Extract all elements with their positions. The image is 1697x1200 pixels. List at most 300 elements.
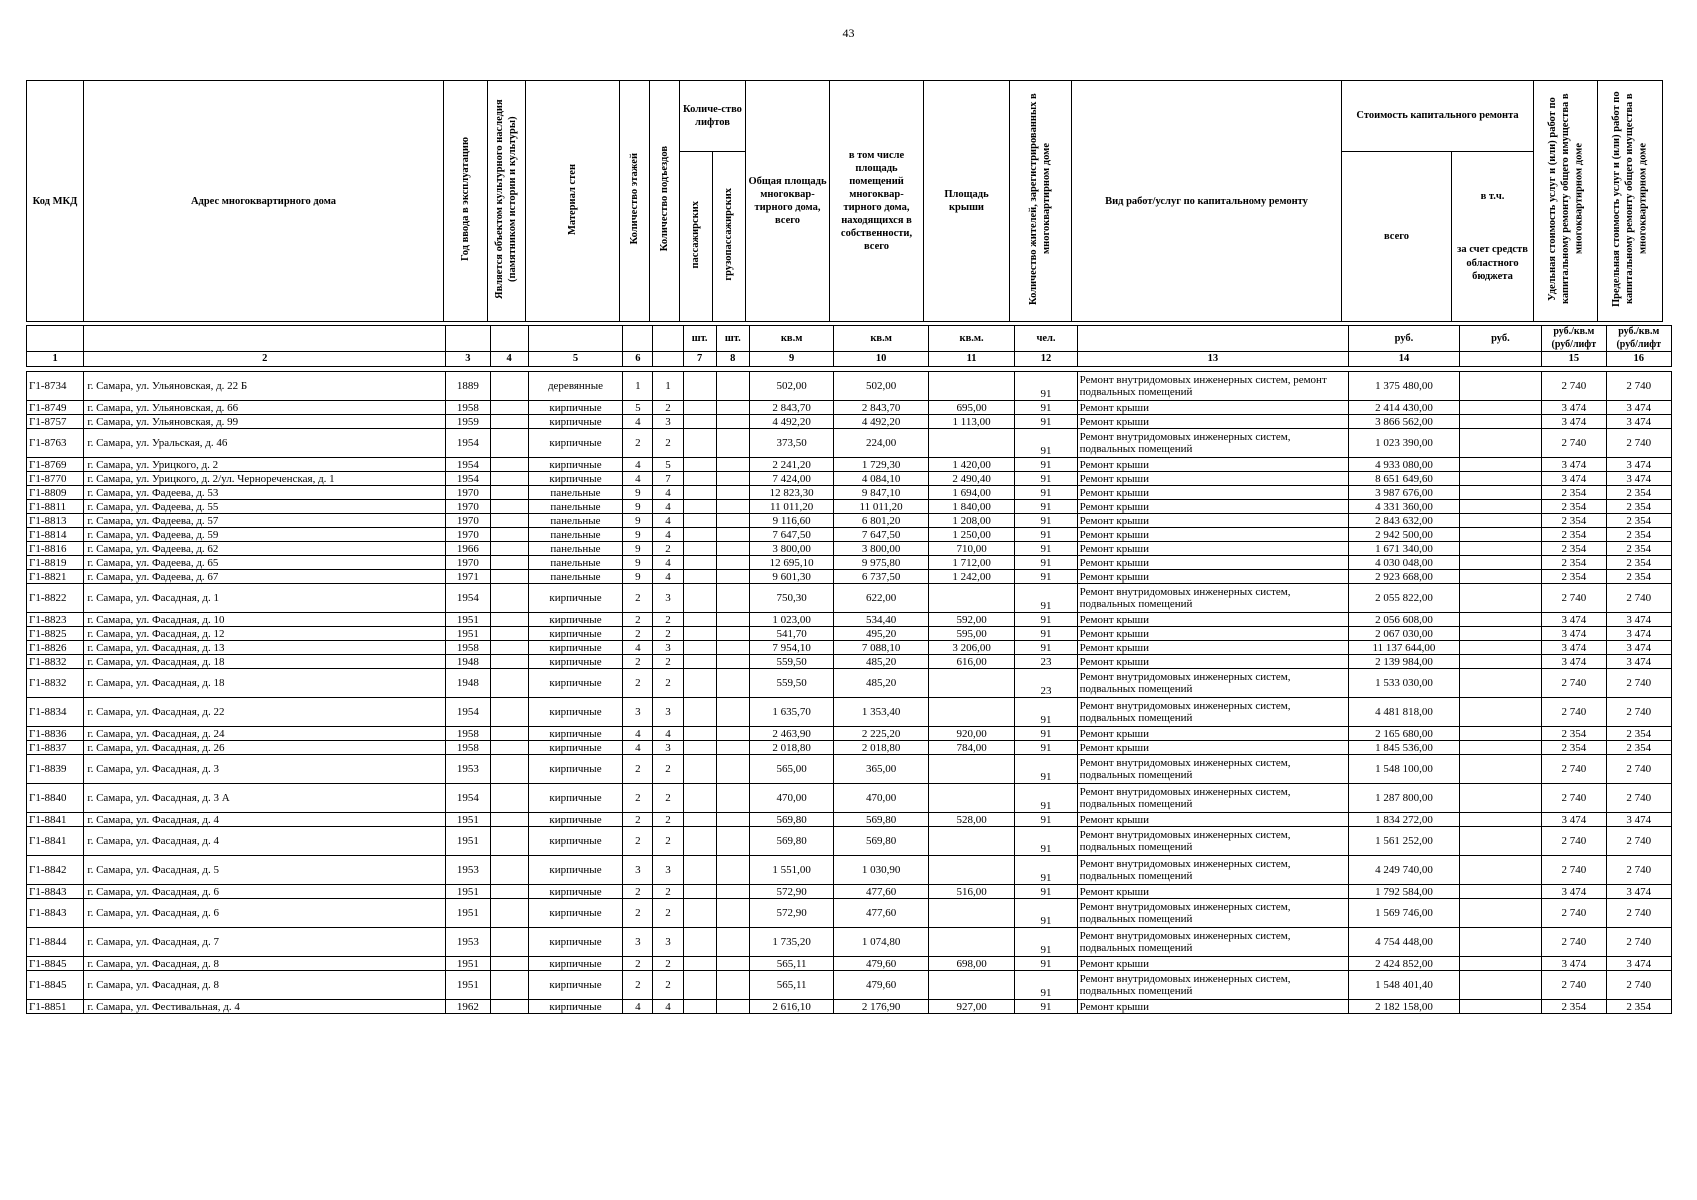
column-number: 2 (84, 352, 446, 367)
unit-cost-budget: руб. (1459, 326, 1541, 352)
table-row (27, 613, 1672, 627)
table-row (27, 514, 1672, 528)
mkd-code-cell: Г1-8841 (27, 813, 84, 827)
year-cell: 1954 (446, 584, 490, 613)
floors-cell: 4 (623, 415, 653, 429)
wall-material-cell: панельные (528, 514, 623, 528)
total-area-cell: 1 735,20 (749, 928, 833, 957)
floors-cell: 2 (623, 613, 653, 627)
total-area-cell: 2 616,10 (749, 1000, 833, 1014)
unit-cost-cell: 3 474 (1542, 613, 1606, 627)
table-row (27, 928, 1672, 957)
freight-lifts-cell (716, 500, 749, 514)
cost-budget-cell (1459, 415, 1541, 429)
cost-budget-cell (1459, 458, 1541, 472)
limit-cost-cell: 2 354 (1606, 500, 1671, 514)
column-number (653, 352, 683, 367)
unit-unit-cost: руб./кв.м (руб/лифт (1542, 326, 1606, 352)
cost-budget-cell (1459, 613, 1541, 627)
wall-material-cell: кирпичные (528, 613, 623, 627)
residents-cell: 91 (1015, 613, 1077, 627)
limit-cost-cell: 3 474 (1606, 655, 1671, 669)
header-limit-cost-text: Предельная стоимость услуг и (или) работ по капитальному ремонту общего имущества в многоквартирном доме (1611, 91, 1649, 307)
limit-cost-cell: 2 354 (1606, 486, 1671, 500)
table-row (27, 899, 1672, 928)
mkd-code-cell: Г1-8770 (27, 472, 84, 486)
entrances-cell: 4 (653, 514, 683, 528)
passenger-lifts-cell (683, 755, 716, 784)
heritage-cell (490, 641, 528, 655)
cost-total-cell: 1 548 401,40 (1349, 971, 1460, 1000)
owned-area-cell: 1 353,40 (834, 698, 929, 727)
cost-total-cell: 2 139 984,00 (1349, 655, 1460, 669)
floors-cell: 9 (623, 500, 653, 514)
mkd-code-cell: Г1-8749 (27, 401, 84, 415)
unit-cost-cell: 2 354 (1542, 570, 1606, 584)
freight-lifts-cell (716, 528, 749, 542)
mkd-code-cell: Г1-8834 (27, 698, 84, 727)
wall-material-cell: кирпичные (528, 755, 623, 784)
cost-budget-cell (1459, 669, 1541, 698)
total-area-cell: 565,00 (749, 755, 833, 784)
cost-total-cell: 2 165 680,00 (1349, 727, 1460, 741)
wall-material-cell: кирпичные (528, 727, 623, 741)
unit-cost-cell: 3 474 (1542, 627, 1606, 641)
work-type-cell: Ремонт внутридомовых инженерных систем, подвальных помещений (1077, 784, 1348, 813)
work-type-cell: Ремонт крыши (1077, 627, 1348, 641)
year-cell: 1970 (446, 486, 490, 500)
column-number: 1 (27, 352, 84, 367)
floors-cell: 9 (623, 556, 653, 570)
residents-cell: 91 (1015, 472, 1077, 486)
floors-cell: 4 (623, 472, 653, 486)
header-mkd-code: Код МКД (27, 81, 84, 322)
total-area-cell: 569,80 (749, 813, 833, 827)
table-row (27, 885, 1672, 899)
column-number (1459, 352, 1541, 367)
cost-budget-cell (1459, 741, 1541, 755)
heritage-cell (490, 813, 528, 827)
roof-area-cell: 592,00 (928, 613, 1014, 627)
limit-cost-cell: 2 740 (1606, 698, 1671, 727)
freight-lifts-cell (716, 727, 749, 741)
passenger-lifts-cell (683, 928, 716, 957)
roof-area-cell: 595,00 (928, 627, 1014, 641)
limit-cost-cell: 2 740 (1606, 928, 1671, 957)
owned-area-cell: 569,80 (834, 813, 929, 827)
unit-cost-cell: 2 740 (1542, 584, 1606, 613)
wall-material-cell: панельные (528, 556, 623, 570)
unit-cost-cell: 2 740 (1542, 856, 1606, 885)
address-cell: г. Самара, ул. Фасадная, д. 1 (84, 584, 446, 613)
year-cell: 1951 (446, 627, 490, 641)
owned-area-cell: 4 492,20 (834, 415, 929, 429)
work-type-cell: Ремонт крыши (1077, 514, 1348, 528)
mkd-code-cell: Г1-8832 (27, 669, 84, 698)
work-type-cell: Ремонт крыши (1077, 641, 1348, 655)
unit-cost-total: руб. (1349, 326, 1460, 352)
cost-budget-cell (1459, 372, 1541, 401)
residents-cell: 91 (1015, 570, 1077, 584)
residents-cell: 91 (1015, 542, 1077, 556)
roof-area-cell (928, 698, 1014, 727)
heritage-cell (490, 542, 528, 556)
passenger-lifts-cell (683, 486, 716, 500)
residents-cell: 23 (1015, 655, 1077, 669)
owned-area-cell: 479,60 (834, 971, 929, 1000)
heritage-cell (490, 741, 528, 755)
work-type-cell: Ремонт внутридомовых инженерных систем, ремонт подвальных помещений (1077, 372, 1348, 401)
unit-total-area: кв.м (749, 326, 833, 352)
header-heritage-text: Является объектом культурного наследия (памятником истории и культуры) (494, 99, 519, 299)
heritage-cell (490, 698, 528, 727)
passenger-lifts-cell (683, 827, 716, 856)
total-area-cell: 2 018,80 (749, 741, 833, 755)
roof-area-cell: 3 206,00 (928, 641, 1014, 655)
table-row (27, 429, 1672, 458)
year-cell: 1970 (446, 528, 490, 542)
mkd-code-cell: Г1-8842 (27, 856, 84, 885)
entrances-cell: 4 (653, 528, 683, 542)
cost-total-cell: 3 987 676,00 (1349, 486, 1460, 500)
roof-area-cell: 1 250,00 (928, 528, 1014, 542)
owned-area-cell: 6 801,20 (834, 514, 929, 528)
cost-budget-cell (1459, 698, 1541, 727)
header-unit-cost (1534, 81, 1598, 322)
column-number: 9 (749, 352, 833, 367)
table-row (27, 784, 1672, 813)
floors-cell: 4 (623, 1000, 653, 1014)
roof-area-cell: 784,00 (928, 741, 1014, 755)
column-number: 6 (623, 352, 653, 367)
roof-area-cell: 1 242,00 (928, 570, 1014, 584)
work-type-cell: Ремонт крыши (1077, 472, 1348, 486)
address-cell: г. Самара, ул. Фасадная, д. 6 (84, 885, 446, 899)
limit-cost-cell: 2 740 (1606, 971, 1671, 1000)
heritage-cell (490, 928, 528, 957)
total-area-cell: 559,50 (749, 669, 833, 698)
passenger-lifts-cell (683, 957, 716, 971)
cost-total-cell: 1 533 030,00 (1349, 669, 1460, 698)
cost-budget-cell (1459, 1000, 1541, 1014)
residents-cell: 91 (1015, 1000, 1077, 1014)
floors-cell: 3 (623, 856, 653, 885)
heritage-cell (490, 415, 528, 429)
residents-cell: 91 (1015, 885, 1077, 899)
residents-cell: 91 (1015, 429, 1077, 458)
cost-total-cell: 2 067 030,00 (1349, 627, 1460, 641)
cost-total-cell: 4 030 048,00 (1349, 556, 1460, 570)
entrances-cell: 2 (653, 957, 683, 971)
table-row (27, 528, 1672, 542)
year-cell: 1953 (446, 856, 490, 885)
owned-area-cell: 485,20 (834, 669, 929, 698)
floors-cell: 2 (623, 755, 653, 784)
passenger-lifts-cell (683, 813, 716, 827)
residents-cell: 91 (1015, 401, 1077, 415)
mkd-code-cell: Г1-8845 (27, 957, 84, 971)
owned-area-cell: 9 975,80 (834, 556, 929, 570)
freight-lifts-cell (716, 784, 749, 813)
header-owned-area: в том числе площадь помещений многоквар-тирного дома, находящихся в собственности, всего (830, 81, 924, 322)
cost-total-cell: 4 754 448,00 (1349, 928, 1460, 957)
mkd-code-cell: Г1-8825 (27, 627, 84, 641)
cost-total-cell: 2 424 852,00 (1349, 957, 1460, 971)
mkd-code-cell: Г1-8839 (27, 755, 84, 784)
passenger-lifts-cell (683, 472, 716, 486)
floors-cell: 5 (623, 401, 653, 415)
roof-area-cell: 1 712,00 (928, 556, 1014, 570)
mkd-code-cell: Г1-8814 (27, 528, 84, 542)
mkd-code-cell: Г1-8811 (27, 500, 84, 514)
floors-cell: 4 (623, 641, 653, 655)
header-address: Адрес многоквартирного дома (84, 81, 444, 322)
heritage-cell (490, 827, 528, 856)
address-cell: г. Самара, ул. Фадеева, д. 55 (84, 500, 446, 514)
work-type-cell: Ремонт внутридомовых инженерных систем, подвальных помещений (1077, 899, 1348, 928)
limit-cost-cell: 2 354 (1606, 727, 1671, 741)
roof-area-cell: 695,00 (928, 401, 1014, 415)
unit-cost-cell: 3 474 (1542, 415, 1606, 429)
mkd-code-cell: Г1-8832 (27, 655, 84, 669)
heritage-cell (490, 401, 528, 415)
roof-area-cell (928, 372, 1014, 401)
column-number: 16 (1606, 352, 1671, 367)
limit-cost-cell: 2 740 (1606, 755, 1671, 784)
mkd-code-cell: Г1-8843 (27, 899, 84, 928)
floors-cell: 4 (623, 458, 653, 472)
cost-total-cell: 2 182 158,00 (1349, 1000, 1460, 1014)
total-area-cell: 565,11 (749, 971, 833, 1000)
residents-cell: 91 (1015, 458, 1077, 472)
wall-material-cell: кирпичные (528, 784, 623, 813)
limit-cost-cell: 3 474 (1606, 813, 1671, 827)
total-area-cell: 572,90 (749, 899, 833, 928)
year-cell: 1954 (446, 472, 490, 486)
freight-lifts-cell (716, 655, 749, 669)
freight-lifts-cell (716, 755, 749, 784)
limit-cost-cell: 2 354 (1606, 1000, 1671, 1014)
entrances-cell: 4 (653, 500, 683, 514)
freight-lifts-cell (716, 613, 749, 627)
roof-area-cell: 1 113,00 (928, 415, 1014, 429)
mkd-code-cell: Г1-8809 (27, 486, 84, 500)
limit-cost-cell: 3 474 (1606, 613, 1671, 627)
cost-budget-cell (1459, 755, 1541, 784)
passenger-lifts-cell (683, 669, 716, 698)
unit-cost-cell: 2 354 (1542, 500, 1606, 514)
header-floors-text: Количество этажей (628, 153, 640, 245)
limit-cost-cell: 2 354 (1606, 556, 1671, 570)
table-row (27, 971, 1672, 1000)
heritage-cell (490, 957, 528, 971)
freight-lifts-cell (716, 669, 749, 698)
cost-budget-cell (1459, 655, 1541, 669)
work-type-cell: Ремонт крыши (1077, 528, 1348, 542)
year-cell: 1958 (446, 401, 490, 415)
floors-cell: 4 (623, 727, 653, 741)
heritage-cell (490, 429, 528, 458)
wall-material-cell: кирпичные (528, 641, 623, 655)
wall-material-cell: кирпичные (528, 401, 623, 415)
year-cell: 1954 (446, 429, 490, 458)
freight-lifts-cell (716, 698, 749, 727)
total-area-cell: 12 823,30 (749, 486, 833, 500)
work-type-cell: Ремонт внутридомовых инженерных систем, подвальных помещений (1077, 698, 1348, 727)
heritage-cell (490, 458, 528, 472)
limit-cost-cell: 2 354 (1606, 542, 1671, 556)
year-cell: 1971 (446, 570, 490, 584)
table-row (27, 957, 1672, 971)
year-cell: 1958 (446, 641, 490, 655)
roof-area-cell (928, 429, 1014, 458)
residents-cell: 91 (1015, 856, 1077, 885)
heritage-cell (490, 627, 528, 641)
freight-lifts-cell (716, 401, 749, 415)
freight-lifts-cell (716, 556, 749, 570)
cost-total-cell: 1 834 272,00 (1349, 813, 1460, 827)
roof-area-cell: 927,00 (928, 1000, 1014, 1014)
cost-total-cell: 2 923 668,00 (1349, 570, 1460, 584)
roof-area-cell: 516,00 (928, 885, 1014, 899)
unit-cost-cell: 2 740 (1542, 899, 1606, 928)
unit-cost-cell: 2 354 (1542, 486, 1606, 500)
passenger-lifts-cell (683, 627, 716, 641)
roof-area-cell (928, 784, 1014, 813)
work-type-cell: Ремонт внутридомовых инженерных систем, подвальных помещений (1077, 669, 1348, 698)
header-work-type: Вид работ/услуг по капитальному ремонту (1072, 81, 1342, 322)
floors-cell: 2 (623, 885, 653, 899)
freight-lifts-cell (716, 971, 749, 1000)
entrances-cell: 5 (653, 458, 683, 472)
residents-cell: 91 (1015, 755, 1077, 784)
unit-cost-cell: 2 354 (1542, 556, 1606, 570)
owned-area-cell: 9 847,10 (834, 486, 929, 500)
address-cell: г. Самара, ул. Фасадная, д. 7 (84, 928, 446, 957)
mkd-code-cell: Г1-8823 (27, 613, 84, 627)
roof-area-cell (928, 584, 1014, 613)
year-cell: 1951 (446, 957, 490, 971)
address-cell: г. Самара, ул. Урицкого, д. 2/ул. Чернореченская, д. 1 (84, 472, 446, 486)
floors-cell: 9 (623, 570, 653, 584)
freight-lifts-cell (716, 741, 749, 755)
wall-material-cell: кирпичные (528, 827, 623, 856)
mkd-code-cell: Г1-8821 (27, 570, 84, 584)
owned-area-cell: 470,00 (834, 784, 929, 813)
floors-cell: 9 (623, 542, 653, 556)
entrances-cell: 7 (653, 472, 683, 486)
owned-area-cell: 495,20 (834, 627, 929, 641)
residents-cell: 91 (1015, 514, 1077, 528)
owned-area-cell: 477,60 (834, 885, 929, 899)
residents-cell: 91 (1015, 813, 1077, 827)
work-type-cell: Ремонт крыши (1077, 957, 1348, 971)
unit-residents: чел. (1015, 326, 1077, 352)
passenger-lifts-cell (683, 613, 716, 627)
wall-material-cell: панельные (528, 570, 623, 584)
mkd-code-cell: Г1-8816 (27, 542, 84, 556)
unit-cost-cell: 3 474 (1542, 655, 1606, 669)
heritage-cell (490, 1000, 528, 1014)
unit-cost-cell: 2 354 (1542, 528, 1606, 542)
register-body-table (26, 325, 1672, 1014)
floors-cell: 2 (623, 584, 653, 613)
unit-cost-cell: 2 740 (1542, 669, 1606, 698)
freight-lifts-cell (716, 415, 749, 429)
unit-cost-cell: 2 354 (1542, 727, 1606, 741)
entrances-cell: 4 (653, 570, 683, 584)
table-row (27, 698, 1672, 727)
entrances-cell: 2 (653, 542, 683, 556)
total-area-cell: 470,00 (749, 784, 833, 813)
table-row (27, 755, 1672, 784)
residents-cell: 91 (1015, 415, 1077, 429)
table-row (27, 584, 1672, 613)
owned-area-cell: 7 088,10 (834, 641, 929, 655)
owned-area-cell: 11 011,20 (834, 500, 929, 514)
wall-material-cell: кирпичные (528, 627, 623, 641)
entrances-cell: 3 (653, 584, 683, 613)
wall-material-cell: кирпичные (528, 669, 623, 698)
table-row (27, 500, 1672, 514)
cost-budget-cell (1459, 641, 1541, 655)
cost-total-cell: 4 481 818,00 (1349, 698, 1460, 727)
roof-area-cell: 710,00 (928, 542, 1014, 556)
table-row (27, 372, 1672, 401)
total-area-cell: 2 241,20 (749, 458, 833, 472)
unit-cost-cell: 2 740 (1542, 755, 1606, 784)
total-area-cell: 7 647,50 (749, 528, 833, 542)
owned-area-cell: 6 737,50 (834, 570, 929, 584)
address-cell: г. Самара, ул. Фадеева, д. 65 (84, 556, 446, 570)
heritage-cell (490, 727, 528, 741)
mkd-code-cell: Г1-8837 (27, 741, 84, 755)
header-roof-area: Площадь крыши (924, 81, 1010, 322)
freight-lifts-cell (716, 584, 749, 613)
header-cost-budget-text: за счет средств областного бюджета (1457, 244, 1528, 282)
cost-total-cell: 4 933 080,00 (1349, 458, 1460, 472)
freight-lifts-cell (716, 957, 749, 971)
heritage-cell (490, 856, 528, 885)
freight-lifts-cell (716, 472, 749, 486)
header-passenger-lifts-text: пассажирских (690, 200, 702, 269)
address-cell: г. Самара, ул. Фасадная, д. 18 (84, 655, 446, 669)
heritage-cell (490, 472, 528, 486)
cost-budget-cell (1459, 784, 1541, 813)
cost-budget-cell (1459, 627, 1541, 641)
roof-area-cell (928, 827, 1014, 856)
address-cell: г. Самара, ул. Фасадная, д. 3 А (84, 784, 446, 813)
unit-cost-cell: 2 740 (1542, 784, 1606, 813)
cost-budget-cell (1459, 928, 1541, 957)
total-area-cell: 2 843,70 (749, 401, 833, 415)
mkd-code-cell: Г1-8843 (27, 885, 84, 899)
roof-area-cell (928, 899, 1014, 928)
passenger-lifts-cell (683, 641, 716, 655)
roof-area-cell: 1 420,00 (928, 458, 1014, 472)
column-number: 8 (716, 352, 749, 367)
address-cell: г. Самара, ул. Фасадная, д. 26 (84, 741, 446, 755)
address-cell: г. Самара, ул. Фасадная, д. 13 (84, 641, 446, 655)
address-cell: г. Самара, ул. Фадеева, д. 67 (84, 570, 446, 584)
roof-area-cell (928, 928, 1014, 957)
owned-area-cell: 485,20 (834, 655, 929, 669)
column-number: 14 (1349, 352, 1460, 367)
column-number: 10 (834, 352, 929, 367)
address-cell: г. Самара, ул. Фасадная, д. 4 (84, 827, 446, 856)
column-number: 12 (1015, 352, 1077, 367)
cost-budget-cell (1459, 971, 1541, 1000)
